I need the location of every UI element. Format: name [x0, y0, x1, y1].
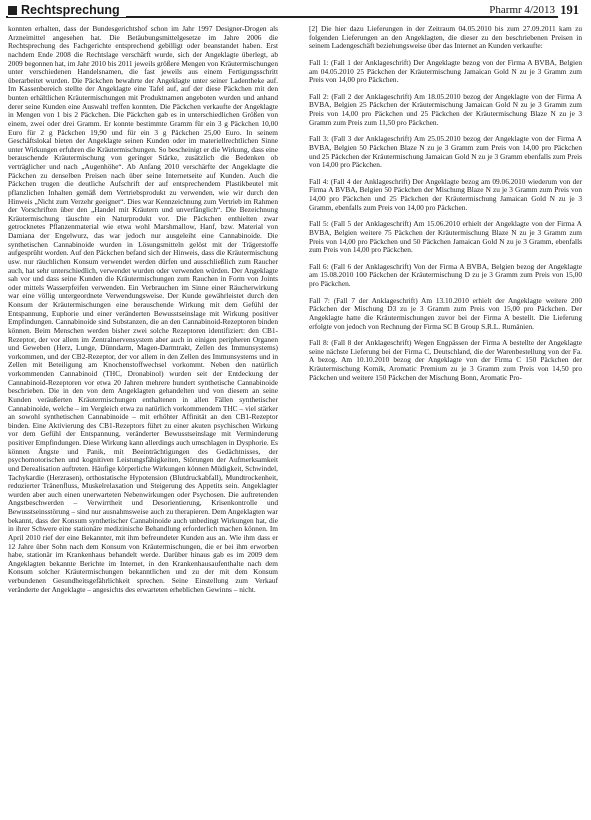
paragraph-fall-4: Fall 4: (Fall 4 der Anklageschrift) Der Angeklagte bezog am 09.06.2010 wiederum von der Firma A BVBA, Belgien 50 Päckchen der Mischung Blaze N zu je 3 Gramm zum Preis von 14,00 pro Päckchen und 25 Päckchen der Kräutermischung Jamaican Gold N zu je 3 Gramm, ebenfalls zum Preis von 14,00 pro Päckchen.: [309, 176, 582, 212]
paragraph-fall-8: Fall 8: (Fall 8 der Anklageschrift) Wegen Engpässen der Firma A bestellte der Angeklagte seine nächste Lieferung bei der Firma C, Deutschland, die der Warenbestellung von der Fa. A bezog. Am 10.10.2010 bezog der Angeklagte von der Firma C 150 Päckchen der Kräutermischung Komik, Aromatic Premium zu je 3 Gramm zum Preis von 14,50 pro Päckchen und weitere 150 Päckchen der Mischung Bonn, Aromatic Pro-: [309, 338, 582, 382]
left-column-text: konnten erhalten, dass der Bundesgerichtshof schon im Jahr 1997 Designer-Drogen als Arzneimittel angesehen hat. Die Betäubungsmittelgesetze im Jahre 2006 die Rechtsprechung des Fachgerichte entsprechend gebilligt oder beanstandet haben. Erst nachdem Ende 2008 die Rechtslage verschärft wurde, sich der Angeklagte überlegt, ab 2009 begonnen hat, im Jahr 2010 bis 2011 jeweils größere Mengen von Kräutermischungen unter verschiedenen Handelsnamen, die fast jeweils aus einem Fertigungsschritt überarbeitet wurden. Die Päckchen bewahrte der Angeklagte unter seiner Ladentheke auf. Im Kassenbereich stellte der Angeklagte eine Tafel auf, auf der diese Päckchen mit den bunten erhältlichen Kräutermischungen mit Produktnamen angeboten wurden und anhand derer seine Kunden eine Auswahl treffen konnten. Die Päckchen verkaufte der Angeklagte in Mengen von 1 bis 2 Päckchen. Die Päckchen gab es in unterschiedlichen Größen von einem, zwei oder drei Gramm. Er konnte bestimmte Gramm für ein 3 g Päckchen 10,00 Euro für 2 g Päckchen 19,90 und für ein 3 g Päckchen 25,00 Euro. In seinem Geschäftslokal bieten der Angeklagte seinen Kunden oder im materiellrechtlichen Sinne unter Wirkungen erfuhren die Kräutermischungen. So bescheinigt er die Wirkung, dass eine berauschende Kräutermischung von geringer Stärke, zusätzlich die Bedenken ob verträglicher und nach „Augenhöhe“. Ab Anfang 2010 verschärfte der Angeklagte die Päckchen zu denselben Preisen nach über seine Internetseite auf Kunden. Auch die Päckchen trugen die deutliche Aufschrift der auf entsprechendem Plastikbeutel mit pflanzlichen Inhalten gemäß dem Vertriebsprodukt zu verwenden, wie wir durch den Hinweis „Nicht zum Verzehr geeignet“. Dies war Kennzeichnung zum Vertrieb im Rahmen der Vorschriften über den „Handel mit Kräutern und unverfänglich“. Die Bezeichnung Kräutermischung täuschte ein Naturprodukt vor. Die Päckchen enthielten zwar getrocknetes Pflanzenmaterial wie etwa wohl Marshmallow, Hanf, bzw. Material von Damiana der Engelwurz, das war jedoch nur ausgeleiht eine Cannabinoide. Die synthetischen Cannabinoide wurden in Lösungsmitteln gelöst mit der Trägerstoffe aufgesprüht worden. Auf den Päckchen befand sich der Hinweis, dass die Kräutermischung usw. nur räuchlichen Konsum verwendet werden dürfen und ausschließlich zum Raucher auch, hat sehr unterschiedlich, verwendet wurden oder verwenden würden. Der Angeklagte sah vor und dass seine Kunden die Kräutermischungen zum Rauchen in Form von Joints oder mittels Wasserpfeifen verwenden. Ein Verbrauchen im Sinne einer Räucherwirkung war eine völlig untergeordnete Verwendungsweise. Der Kunde gewährleistet durch den Konsum der Kräutermischungen eine berauschende Wirkung mit dem Gefühl der Entspannung, Euphorie und einer veränderten Bewusstseinslage mit Wirkung positiver Empfindungen. Cannabinoide sind Substanzen, die an den Cannabinoid-Rezeptoren binden können. Beim Menschen werden bisher zwei solche Rezeptoren identifiziert: den CB1-Rezeptor, der vor allem im Zentralnervensystem aber auch in einigen peripheren Organen und Geweben (Herz, Lunge, Dünndarm, Magen-Darmtrakt, Zellen des Immunsystems) vorkommen, und der CB2-Rezeptor, der vor allem in den Zellen des Immunsystems und in Zellen mit Beteiligung am Knochenstoffwechsel vorkommt. Neben den natürlich vorkommenden Cannabinoid (THC, Dronabinol) wurden seit der Entdeckung der Cannabinoid-Rezeptoren vor etwa 20 Jahren mehrere hundert synthetische Cannabinoide beschrieben. Die in den von dem Angeklagten gehandelten und von diesem an seine Kunden veräußerten Kräutermischungen enthaltenen in allen Fällen synthetischer Cannabinoide, welche – im Vergleich etwa zu natürlich vorkommendem THC – viel stärker an sowohl synthetischen Cannabinoide – mit erhöhter Affinität an den CB1-Rezeptor binden. Eine Aktivierung des CB1-Rezeptors führt zu einer akuten psychischen Wirkung vor dem Gefühl der Entspannung, veränderter Bewusstseinslage mit Verminderung positiver Empfindungen. Diese Wirkung kann allerdings auch umschlagen in Dysphorie. Es können Ängste und Panik, mit Beeinträchtigungen des Gedächtnisses, der psychomotorischen und kognitiven Leistungsfähigkeiten, Störungen der Aufmerksamkeit und Derealisation auftreten. Häufige körperliche Wirkungen können Müdigkeit, Schwindel, Tachykardie (Herzrasen), orthostatische Hypotension (Blutdruckabfall), Mundtrockenheit, reduzierter Tränenfluss, Muskelrelaxation und Steigerung des Appetits sein. Angeklagter wurden aber auch einen unerwarteten Nebenwirkungen oder Psychosen. Die auftretenden Angstbeschwerden – Verwirrtheit und Desorientierung, Krisenkontrolle und Bewusstseinsstörung – sind nur ausnahmsweise auch zu therapieren. Dem Angeklagten war bekannt, dass der Konsum synthetischer Cannabinoide auch unbedingt Wirkungen hat, die in ihrer Schwere eine stationäre medizinische Behandlung erforderlich machen können. Im April 2010 rief der eine Bekannter, mit ihm befreundeter Kunden aus an. Wie ihm dass er 12 Jahre über Sohn nach dem Konsum von Kräutermischungen, die er bei ihm erworben habe, stationär im Krankenhaus behandelt werde. Darüber hinaus gab es im 2009 dem Angeklagten bekannte Berichte im Internet, in den Krankenhausaufenthalte nach dem Konsum solcher Kräutermischungen bekanntlichen und zu der mit dem Konsum verbundenen Gesundheitsgefährlichkeit sprechen. Seine Einstellung zum Verkauf veränderte der Angeklagte – angesichts des erwarteten erheblichen Gewinns – nicht.: [8, 24, 278, 594]
paragraph-fall-5: Fall 5: (Fall 5 der Anklageschrift) Am 15.06.2010 erhielt der Angeklagte von der Firma A BVBA, Belgien weitere 75 Päckchen der Kräutermischung Blaze N zu je 3 Gramm zum Preis von 14,00 pro Päckchen und 50 Päckchen Jamaican Gold N zu je 3 Gramm, ebenfalls zum Preis von 14,00 pro Päckchen.: [309, 219, 582, 255]
left-column: [8, 25, 278, 594]
right-column: [309, 25, 582, 390]
section-marker: [8, 6, 17, 15]
paragraph-fall-7: Fall 7: (Fall 7 der Anklageschrift) Am 13.10.2010 erhielt der Angeklagte weitere 200 Päckchen der Mischung D3 zu je 3 Gramm zum Preis von 15,00 pro Päckchen. Der Angeklagte hatte die Kräutermischungen zuvor bei der Firma A bestellt. Die Lieferung erfolgte von jedoch von Rechnung der Firma SC B Group S.R.L. Rumänien.: [309, 295, 582, 331]
paragraph-intro: [2] Die hier dazu Lieferungen in der Zeitraum 04.05.2010 bis zum 27.09.2011 kam zu folgenden Lieferungen an den Angeklagten, die dieser zu den beschriebenen Preisen in seinem Ladengeschäft beziehungsweise über das Internet an Kunden verkaufte:: [309, 24, 582, 51]
paragraph-fall-2: Fall 2: (Fall 2 der Anklageschrift) Am 18.05.2010 bezog der Angeklagte von der Firma A BVBA, Belgien 25 Päckchen der Kräutermischung Jamaican Gold N zu je 3 Gramm zum Preis von 14,00 pro Päckchen und 25 Päckchen der Kräutermischung Blaze N zu je 3 Gramm zum Preis zum 11,50 pro Päckchen.: [309, 91, 582, 127]
section-title: [8, 3, 126, 17]
paragraph-fall-3: Fall 3: (Fall 3 der Anklageschrift) Am 25.05.2010 bezog der Angeklagte von der Firma A BVBA, Belgien 50 Päckchen Blaze N zu je 3 Gramm zum Preis von 14,00 pro Päckchen und 25 Päckchen der Kräutermischung Jamaican Gold N zu je 3 Gramm ebenfalls zum Preis von 14,00 pro Päckchen.: [309, 134, 582, 170]
section-title-text: Rechtsprechung: [21, 3, 120, 17]
paragraph-fall-1: Fall 1: (Fall 1 der Anklageschrift) Der Angeklagte bezog von der Firma A BVBA, Belgien am 04.05.2010 25 Päckchen der Kräutermischung Jamaican Gold N zu je 3 Gramm zum Preis von 14,00 pro Päckchen.: [309, 57, 582, 85]
journal-issue: Pharmr 4/2013: [485, 4, 559, 16]
page-number: 191: [560, 3, 579, 17]
paragraph-fall-6: Fall 6: (Fall 6 der Anklageschrift) Von der Firma A BVBA, Belgien bezog der Angeklagte am 15.08.2010 100 Päckchen der Kräutermischung D zu je 3 Gramm zum Preis von 15,00 pro Päckchen.: [309, 261, 582, 288]
